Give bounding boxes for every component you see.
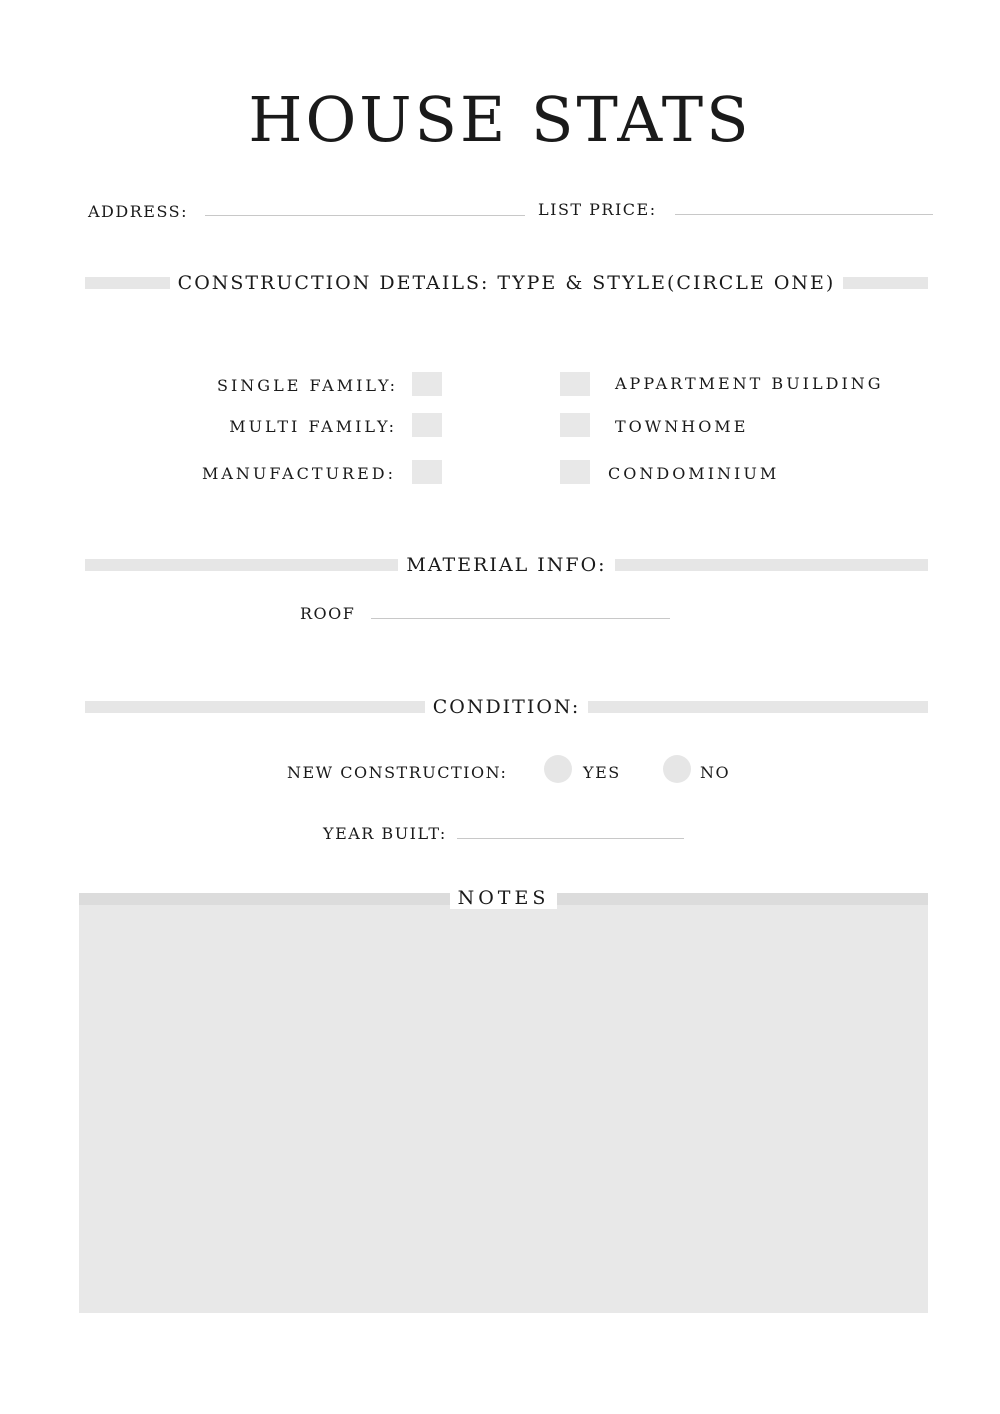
yes-label: YES xyxy=(583,763,621,782)
notes-area[interactable] xyxy=(79,893,928,1313)
option-apartment-checkbox[interactable] xyxy=(560,372,590,396)
construction-heading-wrap xyxy=(85,271,928,295)
address-label: ADDRESS: xyxy=(88,202,188,221)
new-construction-label: NEW CONSTRUCTION: xyxy=(287,763,508,782)
address-field[interactable] xyxy=(205,215,525,216)
material-heading: MATERIAL INFO: xyxy=(398,554,614,576)
option-condominium-label: CONDOMINIUM xyxy=(608,464,780,483)
list-price-field[interactable] xyxy=(675,214,933,215)
option-townhome-label: TOWNHOME xyxy=(615,417,749,436)
no-label: NO xyxy=(700,763,731,782)
year-built-field[interactable] xyxy=(457,838,684,839)
option-apartment-label: APPARTMENT BUILDING xyxy=(615,374,884,393)
material-heading-wrap xyxy=(85,553,928,577)
no-radio[interactable] xyxy=(663,755,691,783)
roof-field[interactable] xyxy=(371,618,670,619)
option-condominium-checkbox[interactable] xyxy=(560,460,590,484)
page-title: HOUSE STATS xyxy=(248,83,752,156)
yes-radio[interactable] xyxy=(544,755,572,783)
notes-heading: NOTES xyxy=(450,887,558,909)
year-built-label: YEAR BUILT: xyxy=(323,824,447,843)
condition-heading-wrap xyxy=(85,695,928,719)
notes-heading-wrap xyxy=(79,886,928,910)
option-single-family-label: SINGLE FAMILY: xyxy=(217,376,398,395)
option-single-family-checkbox[interactable] xyxy=(412,372,442,396)
option-multi-family-label: MULTI FAMILY: xyxy=(229,417,397,436)
option-manufactured-checkbox[interactable] xyxy=(412,460,442,484)
option-multi-family-checkbox[interactable] xyxy=(412,413,442,437)
option-manufactured-label: MANUFACTURED: xyxy=(201,464,396,483)
construction-heading: CONSTRUCTION DETAILS: TYPE & STYLE(CIRCLE ONE) xyxy=(170,272,844,294)
condition-heading: CONDITION: xyxy=(425,696,589,718)
roof-label: ROOF xyxy=(300,604,356,623)
list-price-label: LIST PRICE: xyxy=(538,200,657,219)
option-townhome-checkbox[interactable] xyxy=(560,413,590,437)
